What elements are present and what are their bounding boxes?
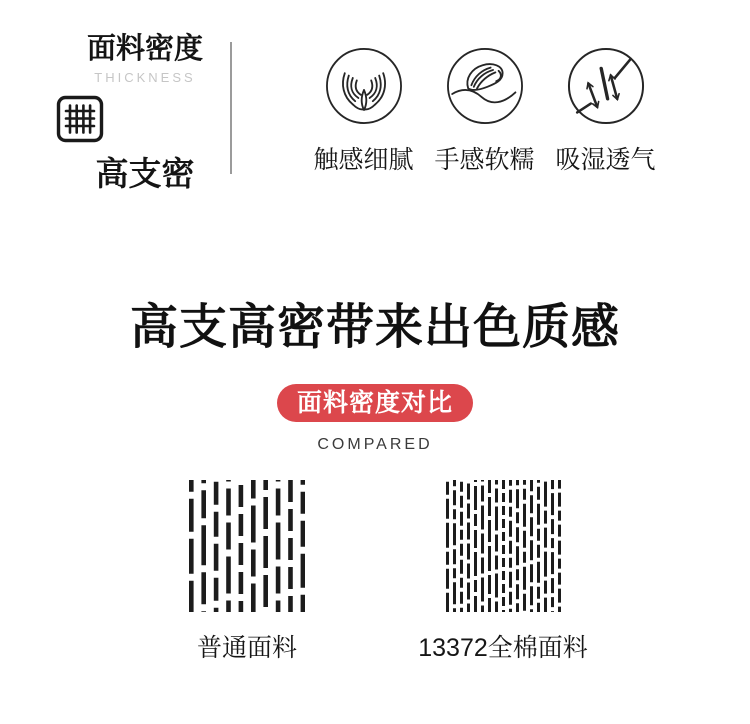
- fabric-label: 13372全棉面料: [418, 634, 588, 662]
- cotton-13372-fabric-pattern: [446, 480, 561, 612]
- density-subtitle: THICKNESS: [94, 69, 196, 85]
- feature-label: 触感细腻: [313, 146, 414, 174]
- feature-list: [303, 46, 666, 176]
- density-title: 面料密度: [86, 33, 203, 65]
- fabric-label: 普通面料: [196, 634, 297, 662]
- feature-label: 手感软糯: [434, 146, 535, 174]
- comparison-badge: 面料密度对比: [277, 384, 473, 422]
- comparison-subtitle: COMPARED: [317, 436, 433, 453]
- section-headline: 高支高密带来出色质感: [129, 301, 620, 354]
- stroking-hand-icon: [445, 46, 525, 126]
- fabric-item-ordinary: [137, 480, 357, 664]
- density-block: [56, 34, 234, 195]
- density-caption: 高支密: [95, 154, 195, 192]
- fabric-comparison: [0, 480, 750, 664]
- feature-breathable: [545, 46, 666, 176]
- badge-wrap: [0, 384, 750, 422]
- vertical-divider: [230, 42, 232, 174]
- weave-grid-icon: [56, 95, 234, 143]
- feature-soft-feel: [424, 46, 545, 176]
- fabric-item-13372-cotton: [393, 480, 613, 664]
- feature-label: 吸湿透气: [555, 146, 656, 174]
- airflow-arrows-icon: [566, 46, 646, 126]
- feature-soft-touch: [303, 46, 424, 176]
- ordinary-fabric-pattern: [189, 480, 305, 612]
- cupped-hands-icon: [324, 46, 404, 126]
